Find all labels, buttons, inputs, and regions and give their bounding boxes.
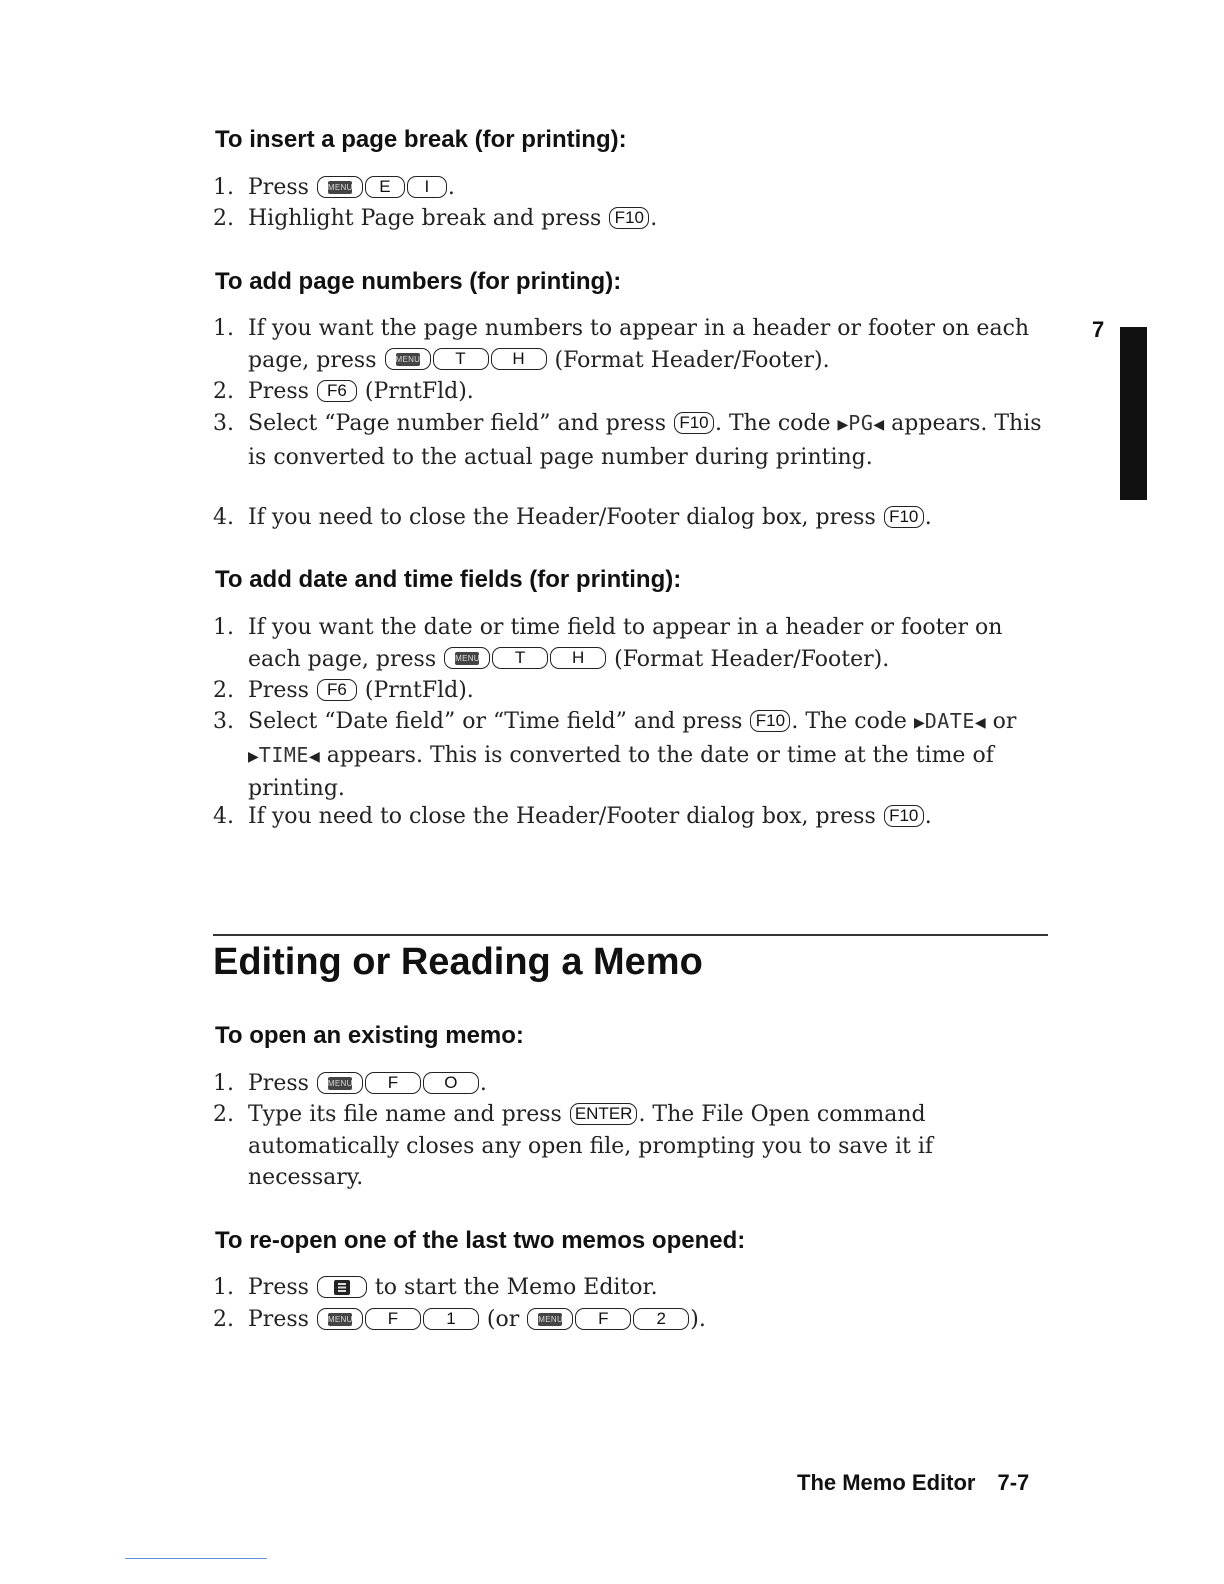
key-h: H xyxy=(491,348,547,370)
key-f10: F10 xyxy=(750,710,790,732)
menu-key: MENU xyxy=(317,1308,363,1330)
menu-key: MENU xyxy=(385,348,431,370)
key-t: T xyxy=(492,647,548,669)
field-end-marker-icon: ◀ xyxy=(308,748,320,765)
list-item: 2. Press MENU F 1 (or MENU F 2 ). xyxy=(213,1307,706,1332)
field-start-marker-icon: ▶ xyxy=(913,715,925,731)
list-item: 2. Highlight Page break and press F10 . xyxy=(213,206,658,231)
list-item: 1. If you want the date or time field to appear in a header or footer on each page, press MENU T H (Format Header/Footer). xyxy=(213,615,1003,672)
section-divider xyxy=(213,934,1048,936)
menu-key: MENU xyxy=(317,1072,363,1094)
time-field-code: TIME xyxy=(258,742,309,767)
key-h: H xyxy=(550,647,606,669)
page-field-code: PG xyxy=(848,411,874,435)
key-f10: F10 xyxy=(609,207,649,229)
key-f: F xyxy=(365,1308,421,1330)
key-f: F xyxy=(575,1308,631,1330)
list-item: 4. If you need to close the Header/Footer dialog box, press F10 . xyxy=(213,505,932,530)
key-o: O xyxy=(423,1072,479,1094)
list-item: 3. Select “Page number field” and press F10 . The code ▶PG◀ appears. This is converted to the actual page number during printing. xyxy=(213,411,1042,470)
heading-open-existing-memo: To open an existing memo: xyxy=(215,1022,524,1049)
key-f10: F10 xyxy=(884,805,924,827)
chapter-thumb-tab xyxy=(1120,327,1147,500)
key-enter: ENTER xyxy=(570,1103,638,1125)
footer-title: The Memo Editor xyxy=(797,1470,976,1495)
key-f: F xyxy=(365,1072,421,1094)
scan-artifact-line xyxy=(125,1558,267,1559)
heading-reopen-last-memos: To re-open one of the last two memos opened: xyxy=(215,1227,746,1254)
key-f6: F6 xyxy=(317,679,357,701)
key-f6: F6 xyxy=(317,380,357,402)
key-i: I xyxy=(407,176,447,198)
page-title: Editing or Reading a Memo xyxy=(213,941,703,983)
list-item: 2. Press F6 (PrntFld). xyxy=(213,678,474,703)
list-item: 3. Select “Date field” or “Time field” and press F10 . The code ▶DATE◀ or ▶TIME◀ appears. This is converted to the date or time at the time of printing. xyxy=(213,709,1017,801)
list-item: 1. Press MENU E I . xyxy=(213,175,455,200)
list-item: 1. Press to start the Memo Editor. xyxy=(213,1275,658,1300)
key-1: 1 xyxy=(423,1308,479,1330)
memo-app-icon xyxy=(334,1280,350,1295)
list-item: 2. Type its file name and press ENTER . The File Open command automatically closes any open file, prompting you to save it if necessary. xyxy=(213,1102,934,1190)
menu-key: MENU xyxy=(317,176,363,198)
page-number: 7-7 xyxy=(997,1470,1030,1495)
key-e: E xyxy=(365,176,405,198)
key-t: T xyxy=(433,348,489,370)
heading-add-page-numbers: To add page numbers (for printing): xyxy=(215,268,622,295)
menu-key: MENU xyxy=(444,647,490,669)
field-end-marker-icon: ◀ xyxy=(873,417,885,433)
page-footer xyxy=(797,1470,1029,1496)
list-item: 4. If you need to close the Header/Footer dialog box, press F10 . xyxy=(213,804,932,829)
heading-insert-page-break: To insert a page break (for printing): xyxy=(215,126,627,153)
key-2: 2 xyxy=(633,1308,689,1330)
key-f10: F10 xyxy=(884,506,924,528)
memo-app-key xyxy=(317,1276,367,1298)
list-item: 2. Press F6 (PrntFld). xyxy=(213,379,474,404)
date-field-code: DATE xyxy=(924,709,975,733)
key-f10: F10 xyxy=(674,412,714,434)
menu-key: MENU xyxy=(527,1308,573,1330)
field-end-marker-icon: ◀ xyxy=(974,715,986,731)
list-item: 1. Press MENU F O . xyxy=(213,1071,487,1096)
field-start-marker-icon: ▶ xyxy=(248,748,259,765)
heading-add-date-time-fields: To add date and time fields (for printing): xyxy=(215,566,682,593)
chapter-number: 7 xyxy=(1092,317,1105,342)
list-item: 1. If you want the page numbers to appear in a header or footer on each page, press MENU T H (Format Header/Footer). xyxy=(213,316,1030,373)
field-start-marker-icon: ▶ xyxy=(837,417,849,433)
